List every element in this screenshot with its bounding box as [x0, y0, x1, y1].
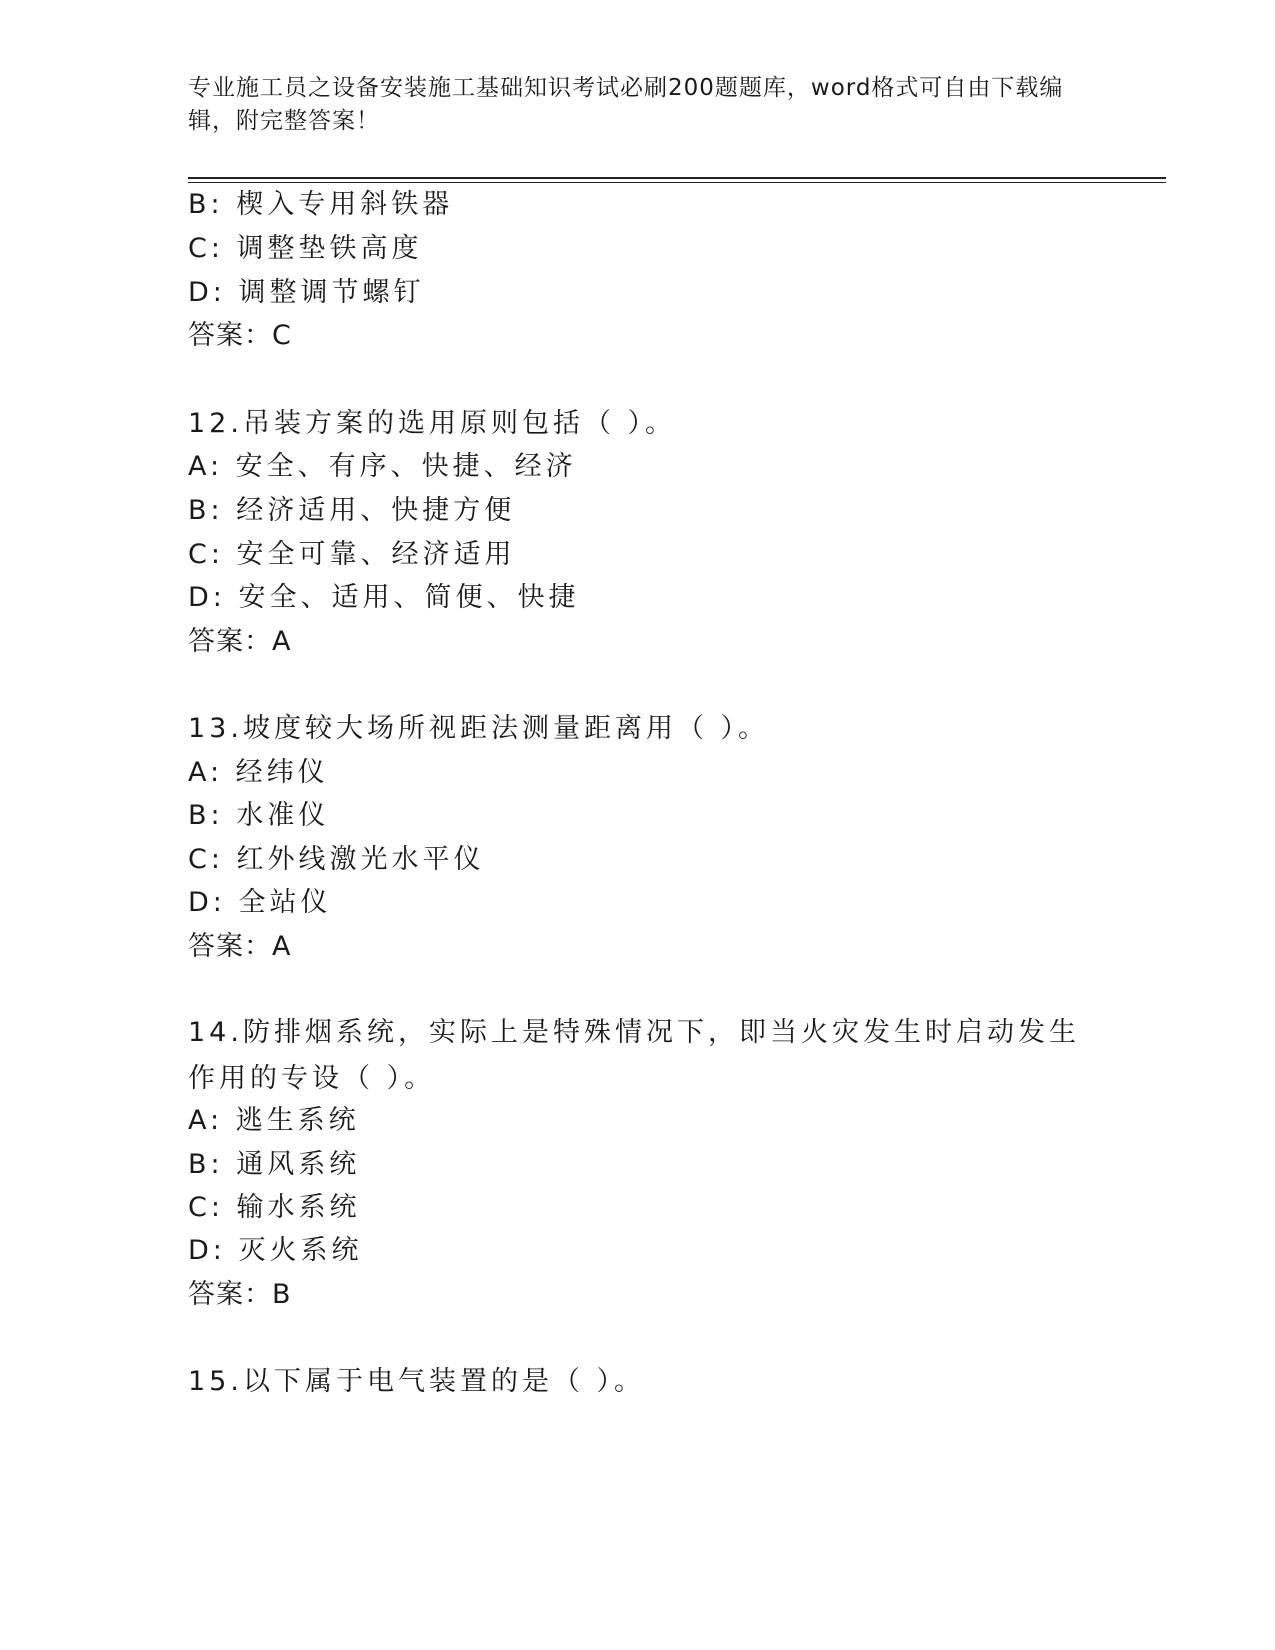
q12-stem: 12.吊装方案的选用原则包括（ ）。	[188, 408, 677, 439]
q13-option-a: A: 经纬仪	[188, 757, 329, 788]
q14-option-c: C: 输水系统	[188, 1192, 361, 1223]
q14-option-a: A: 逃生系统	[188, 1105, 360, 1136]
q11-option-d: D: 调整调节螺钉	[188, 277, 425, 308]
q14-answer: 答案：B	[188, 1279, 292, 1310]
q15-stem: 15.以下属于电气装置的是（ ）。	[188, 1366, 646, 1397]
q12-option-a: A: 安全、有序、快捷、经济	[188, 451, 577, 482]
q12-option-c: C: 安全可靠、经济适用	[188, 539, 516, 570]
q11-answer: 答案：C	[188, 320, 292, 351]
q13-option-b: B: 水准仪	[188, 800, 330, 831]
document-header: 专业施工员之设备安装施工基础知识考试必刷200题题库，word格式可自由下载编辑，附完整答案！	[188, 75, 1064, 134]
q13-option-c: C: 红外线激光水平仪	[188, 844, 485, 875]
header-divider-thin	[188, 182, 1166, 183]
q11-option-b: B: 楔入专用斜铁器	[188, 189, 454, 220]
q12-option-b: B: 经济适用、快捷方便	[188, 495, 516, 526]
q13-stem: 13.坡度较大场所视距法测量距离用（ ）。	[188, 713, 770, 744]
header-divider-thick	[188, 177, 1166, 179]
q12-option-d: D: 安全、适用、简便、快捷	[188, 582, 580, 613]
q11-option-c: C: 调整垫铁高度	[188, 233, 423, 264]
q14-option-d: D: 灭火系统	[188, 1235, 363, 1266]
q13-option-d: D: 全站仪	[188, 887, 332, 918]
q13-answer: 答案：A	[188, 931, 292, 962]
q12-answer: 答案：A	[188, 626, 292, 657]
q14-stem: 14.防排烟系统，实际上是特殊情况下，即当火灾发生时启动发生作用的专设（ ）。	[188, 1017, 1080, 1094]
q14-option-b: B: 通风系统	[188, 1149, 361, 1180]
